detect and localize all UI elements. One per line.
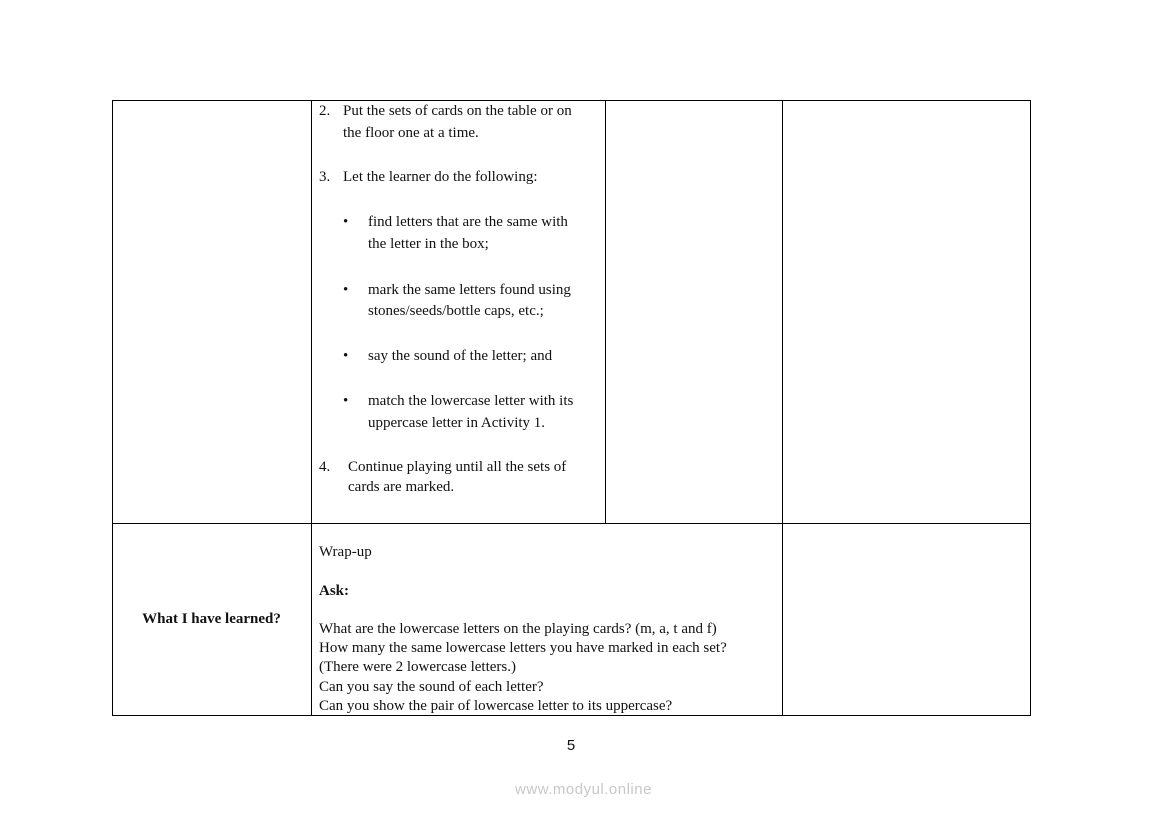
- step-2-text-line2: the floor one at a time.: [343, 125, 479, 141]
- table-border-middle: [112, 523, 1031, 524]
- wrap-up-heading: Wrap-up: [319, 544, 372, 560]
- question-3: Can you say the sound of each letter?: [319, 679, 544, 695]
- table-column-divider-1: [311, 100, 312, 716]
- ask-label: Ask:: [319, 583, 350, 599]
- step-4-text-line2: cards are marked.: [348, 479, 455, 495]
- bullet-icon: •: [343, 214, 349, 230]
- learned-section-label: What I have learned?: [142, 611, 281, 627]
- page-number: 5: [566, 737, 576, 754]
- question-4: Can you show the pair of lowercase letter to its uppercase?: [319, 698, 673, 714]
- table-column-divider-3: [782, 100, 783, 716]
- bullet-icon: •: [343, 282, 349, 298]
- bullet-icon: •: [343, 393, 349, 409]
- bullet-3-line1: say the sound of the letter; and: [368, 348, 553, 364]
- bullet-2-line1: mark the same letters found using: [368, 282, 571, 298]
- bullet-icon: •: [343, 348, 349, 364]
- question-2: How many the same lowercase letters you have marked in each set?: [319, 640, 727, 656]
- question-1: What are the lowercase letters on the playing cards? (m, a, t and f): [319, 621, 717, 637]
- bullet-4-line1: match the lowercase letter with its: [368, 393, 574, 409]
- watermark: www.modyul.online: [515, 781, 652, 798]
- bullet-1-line1: find letters that are the same with: [368, 214, 568, 230]
- bullet-1-line2: the letter in the box;: [368, 236, 489, 252]
- step-2-text-line1: Put the sets of cards on the table or on: [343, 103, 572, 119]
- question-2-answer: (There were 2 lowercase letters.): [319, 659, 516, 675]
- step-4-number: 4.: [319, 459, 331, 475]
- table-column-divider-2: [605, 100, 606, 524]
- step-4-text-line1: Continue playing until all the sets of: [348, 459, 567, 475]
- step-2-number: 2.: [319, 103, 331, 119]
- step-3-text: Let the learner do the following:: [343, 169, 538, 185]
- bullet-2-line2: stones/seeds/bottle caps, etc.;: [368, 303, 544, 319]
- step-3-number: 3.: [319, 169, 331, 185]
- table-border-right: [1030, 100, 1031, 716]
- bullet-4-line2: uppercase letter in Activity 1.: [368, 415, 546, 431]
